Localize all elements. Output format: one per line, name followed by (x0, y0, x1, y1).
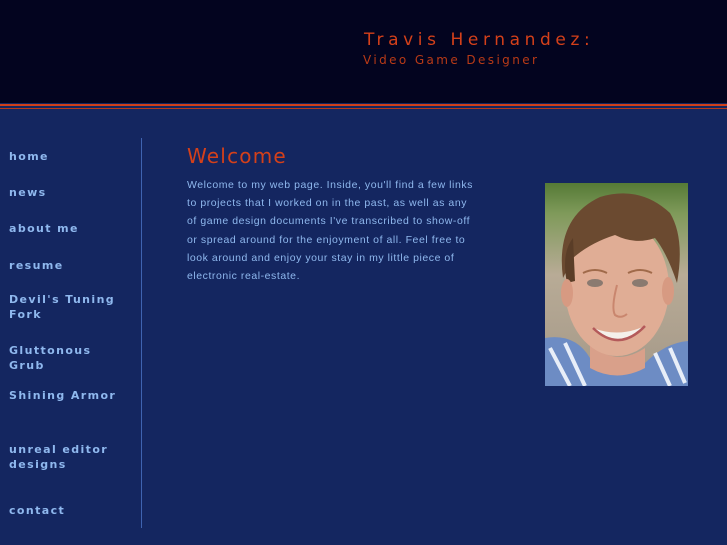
nav-link-about-me[interactable]: about me (9, 222, 79, 235)
sidebar-nav (0, 138, 141, 528)
site-subtitle: Video Game Designer (363, 53, 540, 67)
header-rule-bottom (0, 108, 727, 109)
nav-link-contact[interactable]: contact (9, 504, 66, 517)
header-rule-top (0, 104, 727, 106)
nav-link-shining-armor[interactable]: Shining Armor (9, 389, 117, 402)
nav-link-home[interactable]: home (9, 150, 49, 163)
site-title: Travis Hernandez: (364, 30, 595, 50)
nav-link-unreal-editor-designs[interactable]: unreal editor designs (9, 443, 109, 471)
site-header (0, 0, 727, 103)
profile-photo (545, 183, 688, 386)
nav-link-devils-tuning-fork[interactable]: Devil's Tuning Fork (9, 293, 116, 321)
nav-link-gluttonous-grub[interactable]: Gluttonous Grub (9, 344, 92, 372)
welcome-text: Welcome to my web page. Inside, you'll find a few links to projects that I worked on in the past, as well as any of game design documents I've transcribed to show-off or spread around for the enjoyment of all. Feel free to look around and enjoy your stay in my little piece of electronic real-estate. (187, 179, 473, 283)
page-heading: Welcome (187, 144, 287, 168)
portrait-image (545, 183, 688, 386)
nav-divider (141, 138, 142, 528)
nav-link-resume[interactable]: resume (9, 259, 64, 272)
nav-link-news[interactable]: news (9, 186, 47, 199)
